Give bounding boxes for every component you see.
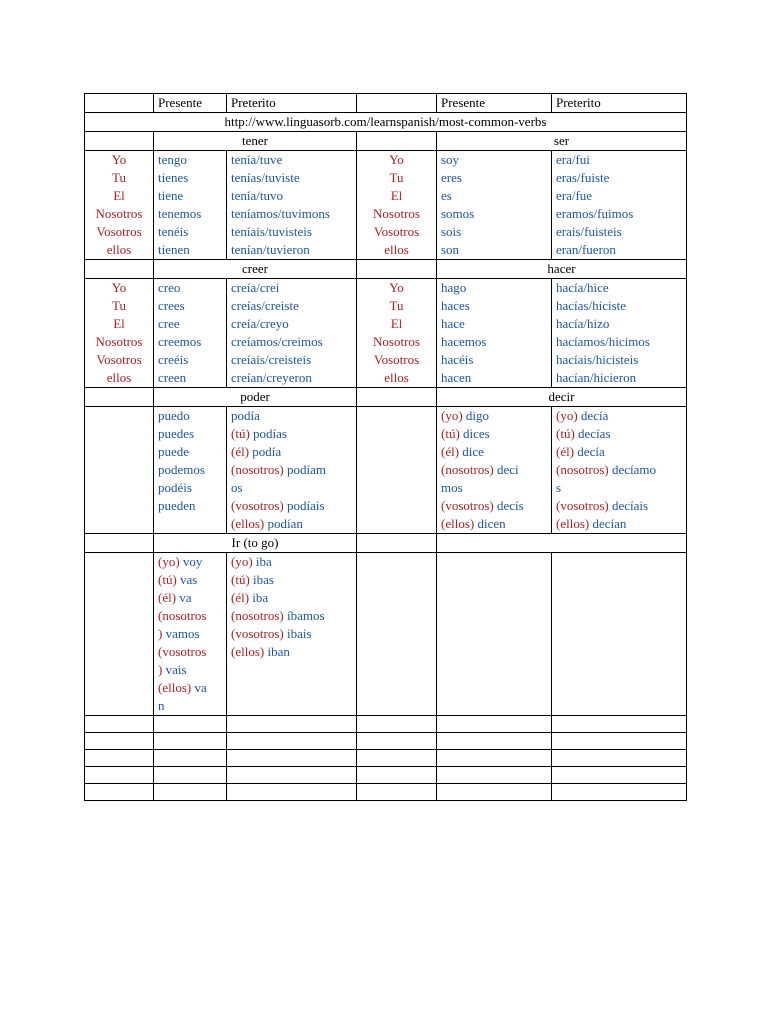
header-preterito-left: Preterito	[227, 94, 357, 113]
cell-line: era/fue	[556, 188, 593, 203]
decir-preterito	[552, 407, 687, 534]
poder-presente	[154, 407, 227, 534]
cell-line: ellos	[384, 370, 409, 385]
verb-row-tener-ser	[85, 132, 687, 151]
pronoun-text: (vosotros	[158, 644, 207, 659]
verb-text: decíamo	[611, 462, 657, 477]
cell-line: era/fui	[556, 152, 590, 167]
cell-line: hace	[441, 316, 465, 331]
verb-text: mos	[441, 480, 463, 495]
ser-preterito	[552, 151, 687, 260]
header-cell-4	[357, 94, 437, 113]
conjugation-row-creer-hacer	[85, 279, 687, 388]
cell-line	[158, 571, 222, 589]
cell-line: Nosotros	[373, 206, 420, 221]
decir-presente	[437, 407, 552, 534]
cell-line	[158, 625, 222, 643]
blank-row	[85, 784, 687, 801]
pronoun-text: (tú)	[231, 572, 250, 587]
cell-line: hacían/hicieron	[556, 370, 637, 385]
cell-line: cree	[158, 316, 180, 331]
verb-title-creer: creer	[154, 260, 357, 279]
cell-line	[158, 607, 222, 625]
cell-line: hacen	[441, 370, 472, 385]
header-preterito-right: Preterito	[552, 94, 687, 113]
header-presente-left: Presente	[154, 94, 227, 113]
cell-line: Yo	[111, 280, 127, 295]
cell-line	[556, 425, 682, 443]
cell-line: eres	[441, 170, 462, 185]
cell-line: son	[441, 242, 460, 257]
cell-line: Tu	[389, 170, 404, 185]
cell-line	[231, 515, 352, 533]
verb-text: s	[556, 480, 562, 495]
verb-text: iban	[267, 644, 290, 659]
cell-line: teníamos/tuvimons	[231, 206, 330, 221]
verb-title-decir: decir	[437, 388, 687, 407]
pronoun-text: (yo)	[231, 554, 253, 569]
verb-text: iba	[255, 554, 272, 569]
cell-line: crees	[158, 298, 185, 313]
cell-line	[231, 407, 352, 425]
cell-line: teníais/tuvisteis	[231, 224, 312, 239]
cell-line: Vosotros	[96, 224, 142, 239]
pronoun-text: (nosotros	[158, 608, 207, 623]
hacer-preterito	[552, 279, 687, 388]
cell-line: El	[113, 188, 125, 203]
cell-line: El	[390, 188, 403, 203]
cell-line: hacéis	[441, 352, 474, 367]
pronoun-text: (vosotros)	[556, 498, 609, 513]
cell-line: Yo	[111, 152, 127, 167]
pronoun-text: (nosotros)	[441, 462, 494, 477]
cell-line: tenéis	[158, 224, 189, 239]
cell-line: creo	[158, 280, 181, 295]
verb-row-poder-decir	[85, 388, 687, 407]
cell-line: es	[441, 188, 452, 203]
pronoun-text: (él)	[231, 590, 250, 605]
tener-preterito	[227, 151, 357, 260]
cell-line: tenías/tuviste	[231, 170, 300, 185]
cell-line	[231, 497, 352, 515]
cell-line	[158, 679, 222, 697]
cell-line: tienen	[158, 242, 190, 257]
pronoun-text: (vosotros)	[441, 498, 494, 513]
cell-line	[231, 425, 352, 443]
verb-text: dice	[462, 444, 484, 459]
cell-line: eran/fueron	[556, 242, 616, 257]
verb-text: os	[231, 480, 243, 495]
cell-line	[158, 697, 222, 715]
cell-line: Nosotros	[95, 334, 143, 349]
verb-text: podíam	[286, 462, 326, 477]
cell-line	[441, 461, 547, 479]
cell-line: ellos	[106, 242, 132, 257]
verb-text: ibas	[253, 572, 274, 587]
cell-line	[158, 589, 222, 607]
header-presente-right: Presente	[437, 94, 552, 113]
pronoun-text: (él)	[441, 444, 460, 459]
cell-line: Yo	[389, 152, 404, 167]
hacer-presente	[437, 279, 552, 388]
ir-preterito	[227, 553, 357, 716]
verb-title-ir: Ir (to go)	[154, 534, 357, 553]
verb-row-ir	[85, 534, 687, 553]
verb-text: podíais	[286, 498, 325, 513]
pronoun-text: (vosotros)	[231, 498, 284, 513]
pronoun-text: (ellos)	[556, 516, 590, 531]
cell-line	[441, 407, 547, 425]
pronoun-text: )	[158, 662, 163, 677]
cell-line: hago	[441, 280, 467, 295]
cell-line: erais/fuisteis	[556, 224, 622, 239]
cell-line: eramos/fuimos	[556, 206, 634, 221]
cell-line	[231, 625, 352, 643]
cell-line: tenía/tuvo	[231, 188, 283, 203]
cell-line: hacíamos/hicimos	[556, 334, 650, 349]
verb-title-poder: poder	[154, 388, 357, 407]
cell-line: somos	[441, 206, 475, 221]
cell-line: sois	[441, 224, 462, 239]
cell-line: Vosotros	[373, 352, 420, 367]
pronoun-column	[85, 279, 154, 388]
cell-line: hacías/hiciste	[556, 298, 627, 313]
cell-line: creían/creyeron	[231, 370, 312, 385]
pronoun-text: (ellos)	[441, 516, 475, 531]
verb-text: decís	[496, 498, 524, 513]
verb-text: íbamos	[286, 608, 325, 623]
verb-text: podías	[253, 426, 287, 441]
verb-text: dices	[463, 426, 490, 441]
cell-line	[556, 443, 682, 461]
cell-line	[231, 461, 352, 479]
cell-line	[556, 461, 682, 479]
cell-line: creen	[158, 370, 187, 385]
pronoun-text: (yo)	[158, 554, 180, 569]
cell-line	[441, 425, 547, 443]
verb-text: decía	[577, 444, 605, 459]
creer-presente	[154, 279, 227, 388]
pronoun-column	[357, 151, 437, 260]
cell-line	[158, 661, 222, 679]
cell-line: tengo	[158, 152, 187, 167]
ir-presente	[154, 553, 227, 716]
cell-line: hacemos	[441, 334, 487, 349]
blank-row	[85, 767, 687, 784]
cell-line: creía/creyo	[231, 316, 289, 331]
pronoun-text: (él)	[231, 444, 250, 459]
cell-line	[441, 443, 547, 461]
source-row	[85, 113, 687, 132]
cell-line: Vosotros	[373, 224, 420, 239]
creer-preterito	[227, 279, 357, 388]
cell-line	[158, 553, 222, 571]
cell-line: eras/fuiste	[556, 170, 610, 185]
pronoun-text: (vosotros)	[231, 626, 284, 641]
cell-line: puedo	[158, 408, 190, 423]
cell-line	[556, 515, 682, 533]
pronoun-text: (nosotros)	[556, 462, 609, 477]
verb-title-ser: ser	[437, 132, 687, 151]
cell-line	[231, 643, 352, 661]
cell-line: tienes	[158, 170, 189, 185]
cell-line: ellos	[106, 370, 132, 385]
cell-line: ellos	[384, 242, 409, 257]
verb-text: podían	[267, 516, 303, 531]
verb-text: decía	[580, 408, 609, 423]
cell-line	[231, 571, 352, 589]
cell-line	[556, 407, 682, 425]
poder-preterito	[227, 407, 357, 534]
cell-line	[441, 497, 547, 515]
verb-row-creer-hacer	[85, 260, 687, 279]
blank-row	[85, 733, 687, 750]
cell-line: El	[390, 316, 403, 331]
cell-line: Nosotros	[95, 206, 143, 221]
verb-text: va	[179, 590, 192, 605]
cell-line	[231, 479, 352, 497]
tener-presente	[154, 151, 227, 260]
cell-line: podemos	[158, 462, 205, 477]
cell-line: tiene	[158, 188, 184, 203]
cell-line	[231, 443, 352, 461]
pronoun-column	[357, 279, 437, 388]
cell-line: puedes	[158, 426, 195, 441]
cell-line: Tu	[112, 170, 126, 185]
pronoun-text: (él)	[556, 444, 575, 459]
verb-text: iba	[252, 590, 269, 605]
pronoun-text: (tú)	[441, 426, 460, 441]
verb-text: vais	[165, 662, 187, 677]
cell-line: creemos	[158, 334, 202, 349]
cell-line	[441, 515, 547, 533]
source-url: http://www.linguasorb.com/learnspanish/most-common-verbs	[85, 113, 687, 132]
header-row	[85, 94, 687, 113]
pronoun-column	[85, 151, 154, 260]
pronoun-text: (ellos)	[231, 516, 265, 531]
pronoun-text: (tú)	[556, 426, 575, 441]
cell-line: tenía/tuve	[231, 152, 283, 167]
verb-title-hacer: hacer	[437, 260, 687, 279]
cell-line: Nosotros	[373, 334, 420, 349]
verb-title-tener: tener	[154, 132, 357, 151]
conjugation-row-ir	[85, 553, 687, 716]
cell-line	[441, 479, 547, 497]
cell-line: Tu	[112, 298, 126, 313]
cell-line: soy	[441, 152, 460, 167]
pronoun-text: (yo)	[556, 408, 578, 423]
pronoun-text: (ellos)	[231, 644, 265, 659]
cell-line: creíamos/creimos	[231, 334, 323, 349]
cell-line	[556, 497, 682, 515]
conjugation-row-tener-ser	[85, 151, 687, 260]
cell-line	[231, 589, 352, 607]
cell-line	[231, 607, 352, 625]
cell-line: creía/crei	[231, 280, 280, 295]
conjugation-row-poder-decir	[85, 407, 687, 534]
cell-line	[158, 643, 222, 661]
verb-text: decían	[592, 516, 627, 531]
pronoun-text: (él)	[158, 590, 177, 605]
ser-presente	[437, 151, 552, 260]
cell-line: creéis	[158, 352, 189, 367]
pronoun-text: (nosotros)	[231, 462, 284, 477]
blank-row	[85, 750, 687, 767]
verb-text: va	[194, 680, 207, 695]
cell-line	[556, 479, 682, 497]
pronoun-text: (ellos)	[158, 680, 192, 695]
cell-line: Yo	[389, 280, 404, 295]
cell-line: tenían/tuvieron	[231, 242, 310, 257]
conjugation-table	[84, 93, 687, 801]
header-cell-1	[85, 94, 154, 113]
pronoun-text: (yo)	[441, 408, 463, 423]
pronoun-text: )	[158, 626, 163, 641]
blank-row	[85, 716, 687, 733]
verb-text: voy	[182, 554, 203, 569]
cell-line: hacíais/hicisteis	[556, 352, 639, 367]
cell-line	[231, 553, 352, 571]
verb-text: n	[158, 698, 165, 713]
verb-text: digo	[465, 408, 490, 423]
verb-text: podía	[252, 444, 282, 459]
pronoun-text: (tú)	[231, 426, 250, 441]
verb-text: decíais	[611, 498, 649, 513]
verb-text: vas	[180, 572, 198, 587]
cell-line: Vosotros	[96, 352, 142, 367]
cell-line: puede	[158, 444, 190, 459]
cell-line: haces	[441, 298, 470, 313]
cell-line: hacía/hice	[556, 280, 609, 295]
cell-line: podéis	[158, 480, 192, 495]
cell-line: creías/creiste	[231, 298, 299, 313]
verb-text: ibais	[286, 626, 312, 641]
verb-text: deci	[496, 462, 519, 477]
cell-line: hacía/hizo	[556, 316, 610, 331]
cell-line: tenemos	[158, 206, 202, 221]
pronoun-text: (tú)	[158, 572, 177, 587]
pronoun-text: (nosotros)	[231, 608, 284, 623]
cell-line: Tu	[389, 298, 404, 313]
verb-text: podía	[231, 408, 260, 423]
verb-text: vamos	[165, 626, 200, 641]
cell-line: pueden	[158, 498, 196, 513]
cell-line: El	[113, 316, 125, 331]
cell-line: creíais/creisteis	[231, 352, 312, 367]
verb-text: dicen	[477, 516, 506, 531]
verb-text: decías	[578, 426, 611, 441]
